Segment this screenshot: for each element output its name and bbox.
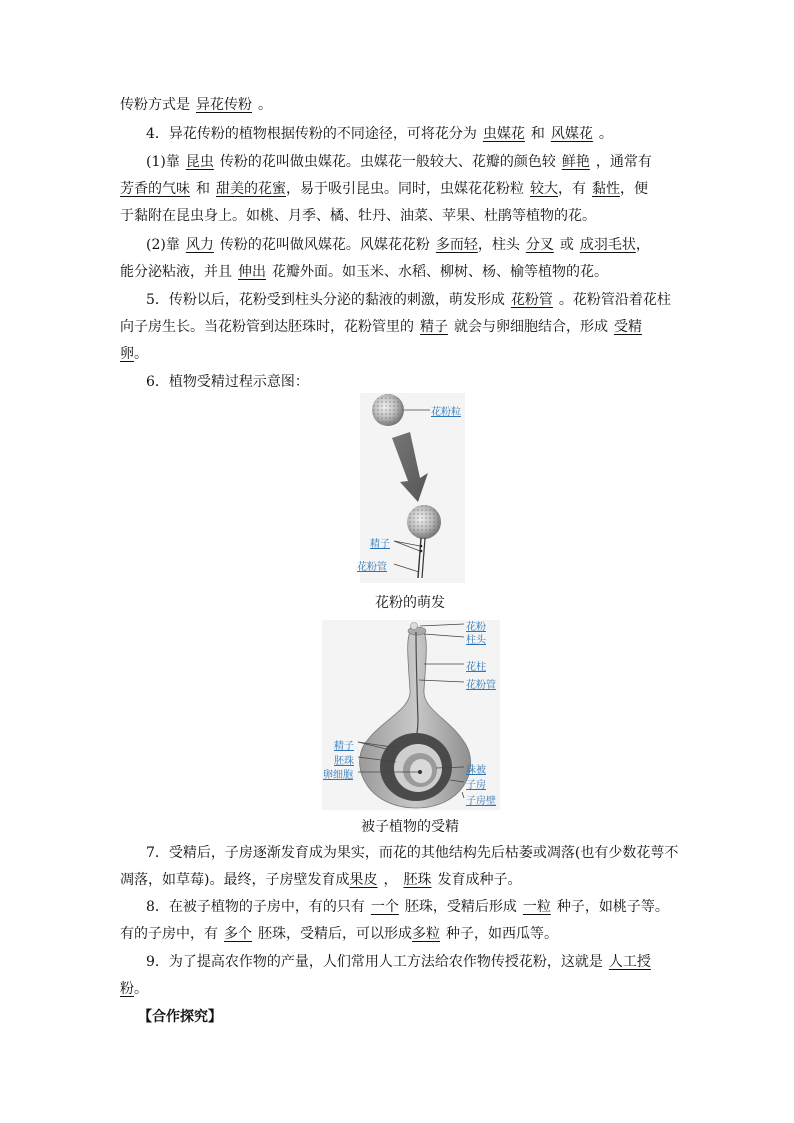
text: 5．传粉以后，花粉受到柱头分泌的黏液的刺激，萌发形成 [146, 292, 505, 308]
text: 有的子房中，有 [120, 926, 218, 942]
text-line-16 [146, 953, 651, 971]
answer-blank: 一个 [370, 899, 399, 915]
label-sperm: 精子 [334, 741, 354, 752]
answer-blank: 异花传粉 [196, 97, 252, 113]
answer-blank: 风媒花 [550, 126, 593, 142]
text: 就会与卵细胞结合，形成 [454, 319, 608, 335]
sperm-dot-2 [420, 550, 423, 553]
answer-blank: 果皮 [349, 872, 378, 888]
answer-blank: 分叉 [525, 237, 554, 253]
answer-blank: 卵 [120, 346, 134, 362]
text-line-13 [120, 871, 521, 889]
answer-blank: 多粒 [412, 926, 440, 942]
text: 8．在被子植物的子房中，有的只有 [146, 899, 365, 915]
text: 7．受精后，子房逐渐发育成为果实，而花的其他结构先后枯萎或凋落(也有少数花萼不 [146, 845, 679, 861]
text: ，有 [558, 181, 586, 197]
text-line-14 [146, 898, 669, 916]
answer-blank: 昆虫 [185, 154, 214, 170]
text: 。 [134, 981, 148, 997]
text: 凋落，如草莓)。最终，子房壁发育成 [120, 872, 350, 888]
text: 或 [559, 237, 574, 253]
label-pollen: 花粉 [466, 622, 486, 633]
label-pollen-tube: 花粉管 [466, 680, 496, 691]
sperm-dot [420, 545, 423, 548]
label-egg-cell: 卵细胞 [323, 770, 353, 781]
section-heading: 【合作探究】 [138, 1009, 222, 1025]
text: (1)靠 [146, 154, 180, 170]
text: ， [635, 237, 650, 253]
label-ovule: 胚珠 [334, 756, 354, 767]
figure-1-caption: 花粉的萌发 [375, 595, 445, 611]
answer-blank: 较大 [530, 181, 558, 197]
text: 胚珠，受精后，可以形成 [258, 926, 412, 942]
label-integument: 珠被 [466, 765, 486, 776]
label-stigma: 柱头 [466, 635, 486, 646]
answer-blank: 芳香的气味 [120, 181, 190, 197]
answer-blank: 多个 [224, 926, 252, 942]
text: ，柱头 [477, 237, 520, 253]
text: 向子房生长。当花粉管到达胚珠时，花粉管里的 [120, 319, 414, 335]
text: 能分泌粘液，并且 [120, 264, 232, 280]
pollen-on-stigma [411, 623, 418, 630]
label-pollen-tube: 花粉管 [357, 562, 387, 573]
text: ， [383, 872, 398, 888]
answer-blank: 粉 [120, 981, 134, 997]
answer-blank: 受精 [614, 319, 642, 335]
text: (2)靠 [146, 237, 180, 253]
egg-cell-dot [418, 770, 422, 774]
answer-blank: 胚珠 [403, 872, 432, 888]
label-pollen-grain: 花粉粒 [431, 407, 461, 418]
text: 。花粉管沿着花柱 [558, 292, 671, 308]
text: 发育成种子。 [437, 872, 522, 888]
text: 。 [258, 97, 272, 113]
text: 于黏附在昆虫身上。如桃、月季、橘、牡丹、油菜、苹果、杜鹃等植物的花。 [120, 208, 596, 224]
pollen-grain-texture [372, 394, 404, 426]
text: 。 [598, 126, 613, 142]
label-ovary-wall: 子房壁 [466, 796, 496, 807]
figure-2-caption: 被子植物的受精 [361, 819, 459, 835]
germinating-pollen-texture [407, 505, 441, 539]
label-ovary: 子房 [466, 780, 486, 791]
text: 传粉的花叫做风媒花。风媒花花粉 [219, 237, 430, 253]
answer-blank: 一粒 [522, 899, 551, 915]
text-line-15 [120, 925, 558, 943]
text: 胚珠，受精后形成 [404, 899, 517, 915]
answer-blank: 精子 [420, 319, 448, 335]
answer-blank: 花粉管 [510, 292, 553, 308]
answer-blank: 伸出 [238, 264, 266, 280]
text: 和 [196, 181, 210, 197]
answer-blank: 黏性 [592, 181, 620, 197]
text: ，易于吸引昆虫。同时，虫媒花花粉粒 [286, 181, 524, 197]
text: 种子，如西瓜等。 [446, 926, 558, 942]
answer-blank: 鲜艳 [561, 154, 590, 170]
text-line-12 [146, 844, 678, 862]
text: 9．为了提高农作物的产量，人们常用人工方法给农作物传授花粉，这就是 [146, 954, 603, 970]
text: 种子，如桃子等。 [556, 899, 669, 915]
answer-blank: 人工授 [608, 954, 651, 970]
text: 传粉方式是 [120, 97, 190, 113]
text: ，通常有 [595, 154, 652, 170]
text: 4．异花传粉的植物根据传粉的不同途径，可将花分为 [146, 126, 477, 142]
label-sperm: 精子 [370, 539, 390, 550]
label-style: 花柱 [466, 662, 486, 673]
answer-blank: 风力 [185, 237, 214, 253]
text: 花瓣外面。如玉米、水稻、柳树、杨、榆等植物的花。 [272, 264, 608, 280]
answer-blank: 甜美的花蜜 [216, 181, 286, 197]
text: ，便 [620, 181, 648, 197]
text: 和 [530, 126, 545, 142]
text: 传粉的花叫做虫媒花。虫媒花一般较大、花瓣的颜色较 [219, 154, 556, 170]
text: 。 [134, 346, 148, 362]
text-line-17 [120, 980, 148, 998]
answer-blank: 多而轻 [435, 237, 478, 253]
text: 6．植物受精过程示意图： [146, 374, 309, 390]
answer-blank: 成羽毛状 [579, 237, 636, 253]
answer-blank: 虫媒花 [482, 126, 525, 142]
